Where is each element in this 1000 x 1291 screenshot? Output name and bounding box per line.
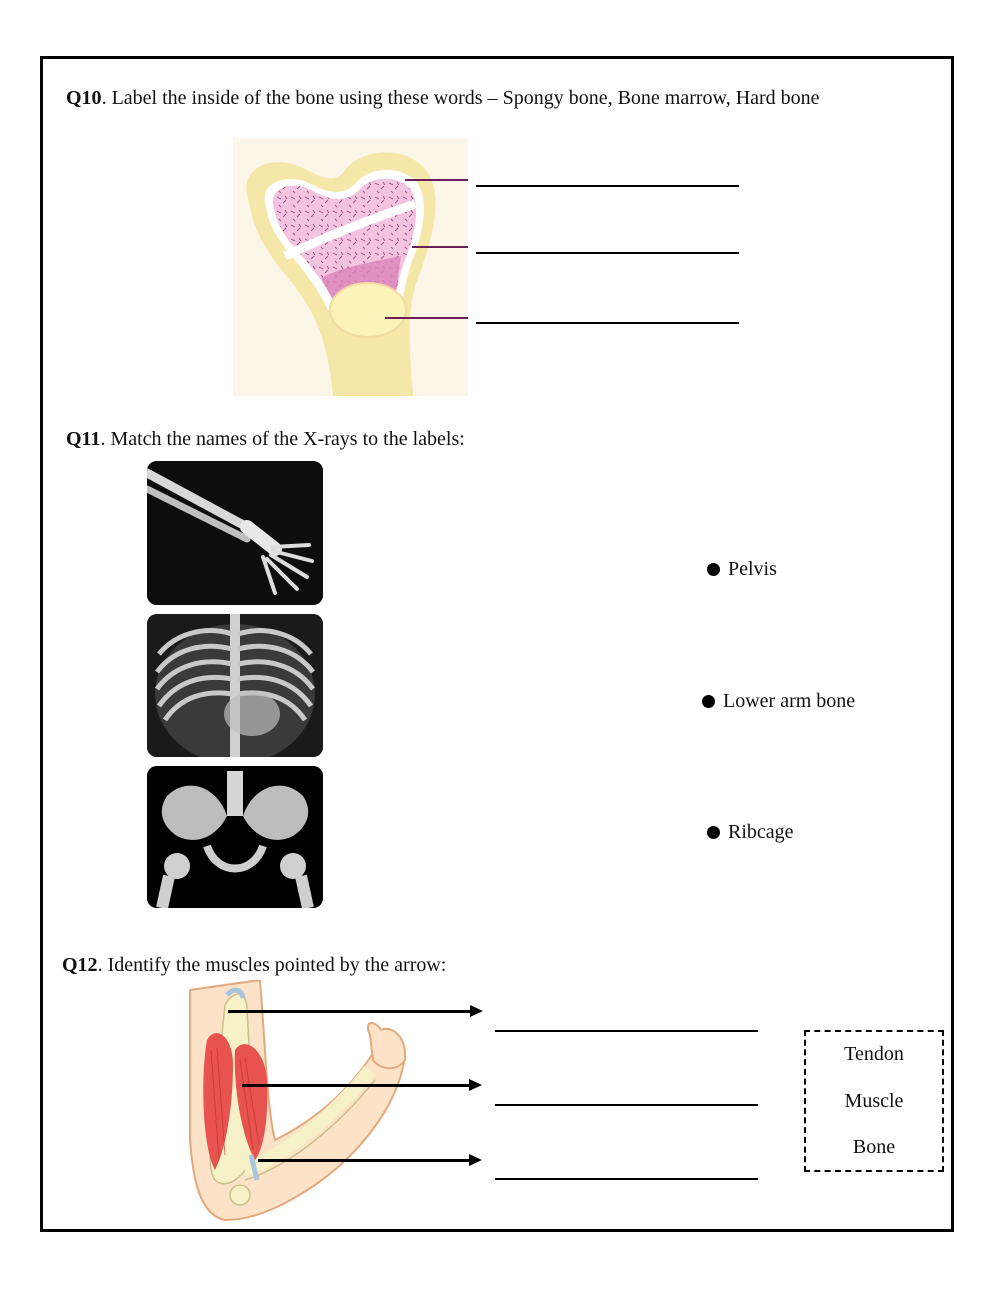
q12-answer-line-1[interactable] [495, 1030, 758, 1032]
bone-cross-section-illustration [233, 138, 468, 396]
label-pelvis[interactable]: Pelvis [707, 558, 777, 581]
q10-answer-line-1[interactable] [476, 185, 739, 187]
word-bone[interactable]: Bone [852, 1136, 896, 1158]
q11-heading: Q11. Match the names of the X-rays to the labels: [66, 428, 465, 450]
q12-heading: Q12. Identify the muscles pointed by the arrow: [62, 954, 447, 976]
label-ribcage[interactable]: Ribcage [707, 821, 794, 844]
label-lower-arm-bone[interactable]: Lower arm bone [702, 690, 855, 713]
pointer-line-3 [385, 317, 468, 319]
xray-pelvis-image [147, 766, 323, 908]
xray-chest-image [147, 614, 323, 757]
arrow-3 [258, 1159, 470, 1162]
bullet-icon [707, 563, 720, 576]
q10-answer-line-2[interactable] [476, 252, 739, 254]
word-muscle[interactable]: Muscle [844, 1090, 904, 1112]
pointer-line-1 [405, 179, 468, 181]
xray-arm-image [147, 461, 323, 605]
bullet-icon [707, 826, 720, 839]
q10-heading: Q10. Label the inside of the bone using these words – Spongy bone, Bone marrow, Hard bone [66, 87, 820, 109]
word-bank-box [804, 1030, 944, 1172]
arrow-2 [242, 1084, 470, 1087]
q12-answer-line-3[interactable] [495, 1178, 758, 1180]
q10-answer-line-3[interactable] [476, 322, 739, 324]
pointer-line-2 [412, 246, 468, 248]
arrow-1 [228, 1010, 471, 1013]
arm-muscle-illustration [185, 980, 415, 1222]
bullet-icon [702, 695, 715, 708]
word-tendon[interactable]: Tendon [844, 1043, 904, 1065]
q12-answer-line-2[interactable] [495, 1104, 758, 1106]
